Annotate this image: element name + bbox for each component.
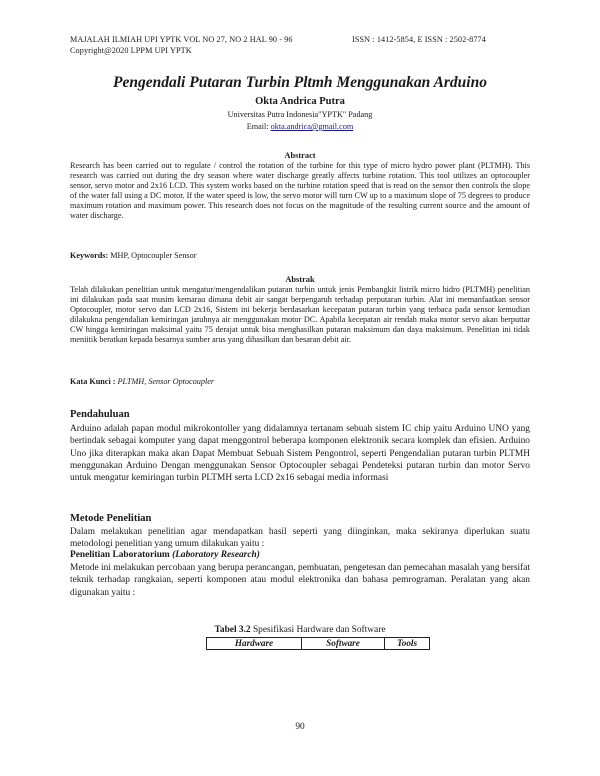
email-link[interactable]: okta.andrica@gmail.com — [270, 122, 354, 131]
lab-heading — [70, 550, 260, 560]
table-caption-label: Tabel 3.2 — [214, 625, 251, 635]
table-caption-text: Spesifikasi Hardware dan Software — [252, 625, 386, 635]
affiliation: Universitas Putra Indonesia"YPTK" Padang — [227, 110, 373, 119]
lab-text: Metode ini melakukan percobaan yang berupa perancangan, pembuatan, pengetesan dan pemecahan masalah yang bersifat teknik terhadap rangkaian, seperti komponen atau modul elektronika dan bahasa pemrograman. Peralatan yang akan digunakan yaitu : — [70, 563, 530, 598]
method-text: Dalam melakukan penelitian agar mendapatkan hasil seperti yang diinginkan, maka sekiranya diperlukan suatu metodologi penelitian yang umum dilakukan yaitu : — [70, 527, 530, 550]
lab-heading-id: Penelitian Laboratorium — [70, 550, 170, 560]
abstract-text: Research has been carried out to regulate / control the rotation of the turbine for this type of micro hydro power plant (PLTMH). This research was carried out during the dry season where water discharge greatly affects turbine rotation. This tool utilizes an optocoupler sensor, servo motor and 2x16 LCD. This system works based on the turbine rotation speed that is read on the sensor then controls the slope of the water fall using a DC motor. If the water speed is low, the servo motor will turn CW up to a maximum slope of 75 degrees to produce maximum rotation and maximum power. This research does not focus on the magnitude of the resulting current source and the amount of water discharge. — [70, 161, 530, 221]
abstrak-heading: Abstrak — [285, 275, 315, 284]
lab-heading-en: (Laboratory Research) — [172, 550, 260, 560]
page-number: 90 — [295, 722, 305, 732]
intro-heading: Pendahuluan — [70, 409, 130, 420]
copyright: Copyright@2020 LPPM UPI YPTK — [70, 46, 192, 55]
kata-kunci-label: Kata Kunci : — [70, 377, 116, 386]
kata-kunci-value: PLTMH, Sensor Optocoupler — [117, 377, 215, 386]
abstrak-text: Telah dilakukan penelitian untuk mengatur/mengendalikan putaran turbin untuk jenis Pembangkit listrik micro hidro (PLTMH) penelitian ini dilakukan pada saat musim kemarau dimana debit air sangat berpengaruh terhadap perputaran turbin. Alat ini memanfaatkan sensor Optocoupler, motor servo dan LCD 2x16, Sistem ini bekerja berdasarkan kecepatan putaran turbin yang terbaca pada sensor kemudian dilakukna pengendalian kemiringan jatuhnya air menggunakan motor DC. Apabila kecepatan air rendah maka motor servo akan berputtar CW hingga kemiringan maksimal yaitu 75 derajat untuk bisa menghasilkan putaran maksimum dan daya maksimum. Penelitian ini tidak meniitik beratkan kepada besarnya sumber arus yang dihasilkan dan besaran debit air. — [70, 285, 530, 345]
email-line — [0, 122, 600, 131]
email-label: Email: — [246, 122, 269, 131]
method-heading: Metode Penelitian — [70, 513, 152, 524]
intro-text: Arduino adalah papan modul mikrokontoller yang didalamnya tertanam sebuah sistem IC chip yaitu Arduino UNO yang bertindak sebagai komputer yang dapat menggontrol beberapa komponen elektronik secara komplek dan efisien. Arduino Uno jika diterapkan maka akan Dapat Membuat Sebuah Sistem Pengontrol, seperti Pengendalian putaran turbin PLTMH menggunakan Arduino Dengan menggunakan Sensor Optocoupler sebagai Pendeteksi putaran turbin dan motor Servo untuk mengatur kemiringan turbin PLTMH serta LCD 2x16 sebagai media informasi — [70, 424, 530, 484]
table-header-hardware: Hardware — [207, 638, 302, 650]
kata-kunci — [70, 377, 214, 386]
keywords-value: MHP, Optocoupler Sensor — [110, 251, 197, 260]
table-header-tools: Tools — [385, 638, 430, 650]
keywords — [70, 251, 196, 260]
table-header-row — [207, 638, 430, 650]
issn: ISSN : 1412-5854, E ISSN : 2502-8774 — [352, 35, 486, 44]
spec-table — [206, 637, 430, 650]
journal-header — [70, 34, 486, 56]
table-caption — [0, 625, 600, 635]
keywords-label: Keywords: — [70, 251, 109, 260]
table-header-software: Software — [302, 638, 385, 650]
abstract-heading: Abstract — [284, 151, 316, 160]
author-name: Okta Andrica Putra — [255, 96, 345, 107]
paper-title: Pengendali Putaran Turbin Pltmh Menggunakan Arduino — [113, 74, 487, 91]
journal-line: MAJALAH ILMIAH UPI YPTK VOL NO 27, NO 2 HAL 90 - 96 — [70, 35, 293, 44]
